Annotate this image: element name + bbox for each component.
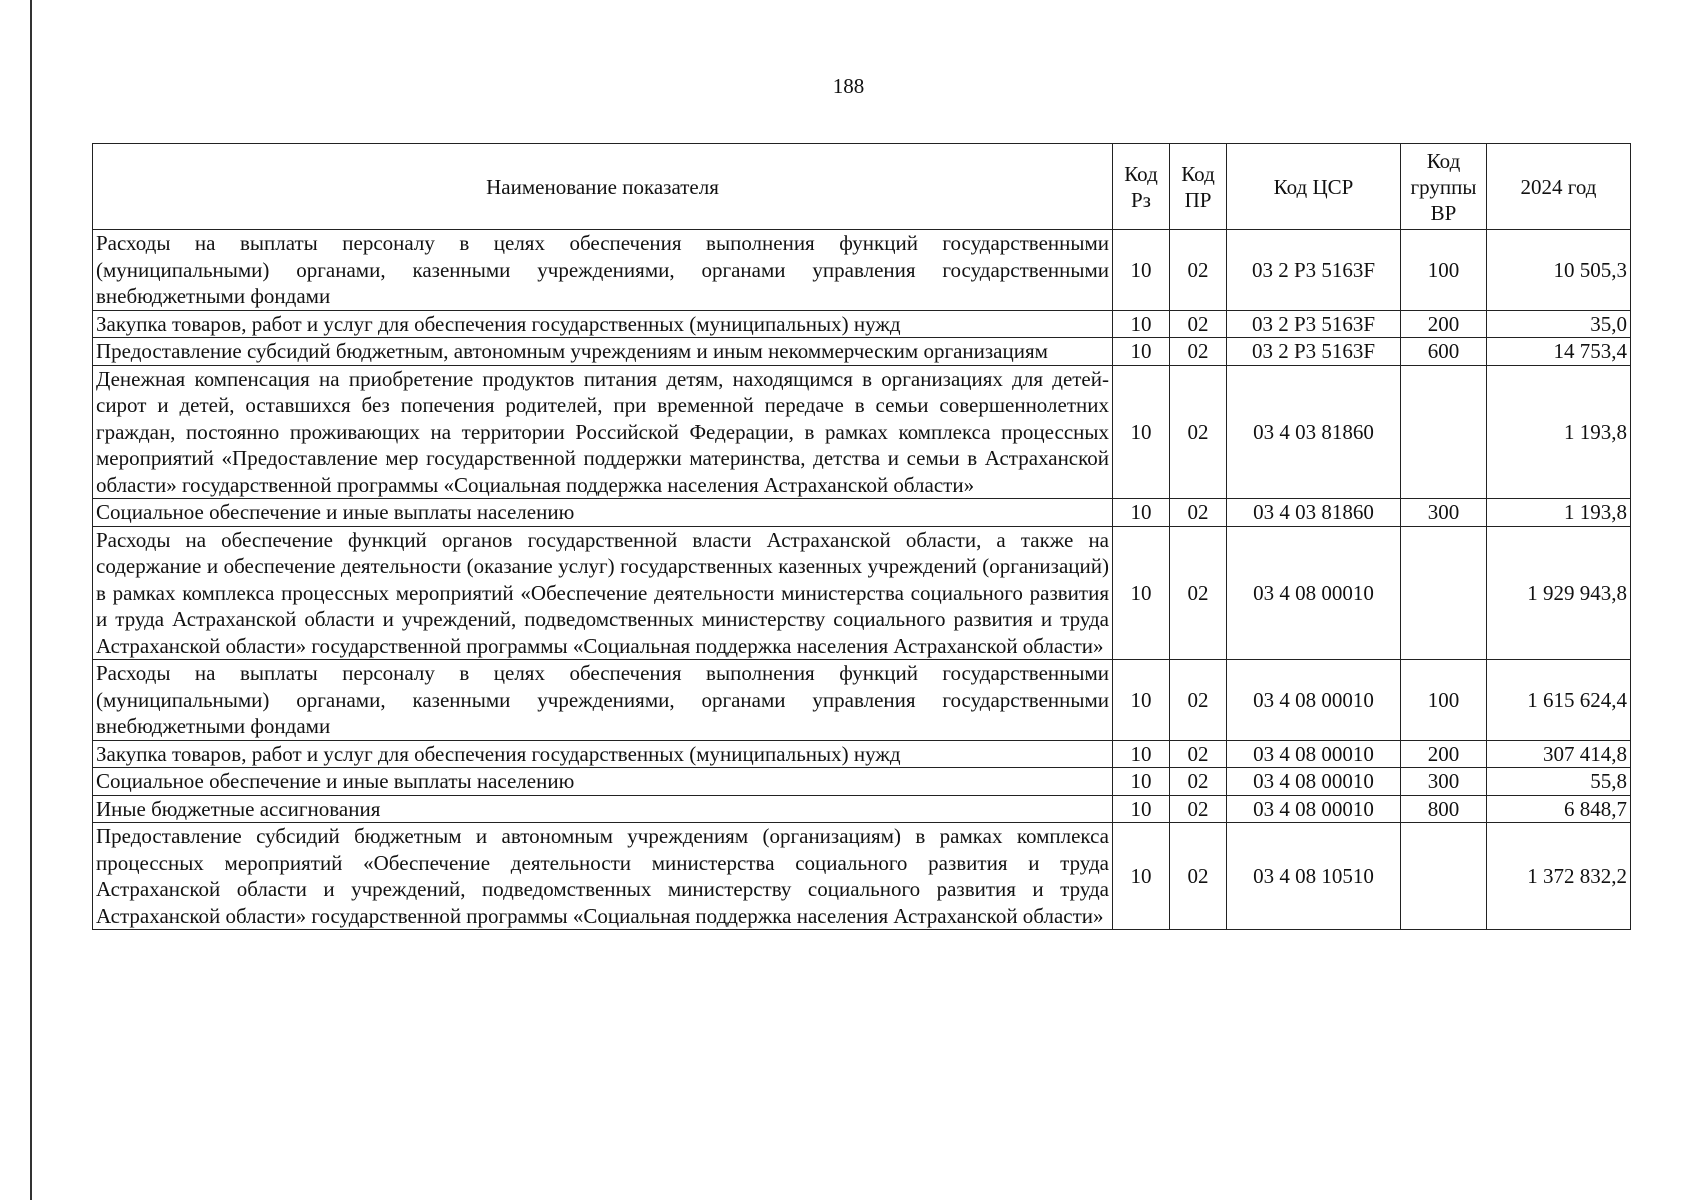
row-csr: 03 4 08 00010 <box>1227 526 1401 660</box>
row-pr: 02 <box>1170 823 1227 930</box>
row-csr: 03 4 08 00010 <box>1227 740 1401 768</box>
row-rz: 10 <box>1113 740 1170 768</box>
row-value: 307 414,8 <box>1487 740 1631 768</box>
row-pr: 02 <box>1170 795 1227 823</box>
row-name: Предоставление субсидий бюджетным, автономным учреждениям и иным некоммерческим организациям <box>93 338 1113 366</box>
row-vr: 300 <box>1401 768 1487 796</box>
row-name: Социальное обеспечение и иные выплаты населению <box>93 768 1113 796</box>
table-row <box>93 338 1631 366</box>
row-csr: 03 4 08 10510 <box>1227 823 1401 930</box>
table-row <box>93 365 1631 499</box>
row-vr: 300 <box>1401 499 1487 527</box>
row-value: 35,0 <box>1487 310 1631 338</box>
row-rz: 10 <box>1113 338 1170 366</box>
row-rz: 10 <box>1113 526 1170 660</box>
row-vr: 100 <box>1401 230 1487 311</box>
row-pr: 02 <box>1170 310 1227 338</box>
row-vr: 100 <box>1401 660 1487 741</box>
row-name: Закупка товаров, работ и услуг для обеспечения государственных (муниципальных) нужд <box>93 310 1113 338</box>
row-value: 10 505,3 <box>1487 230 1631 311</box>
row-name: Расходы на выплаты персоналу в целях обеспечения выполнения функций государственными (муниципальными) органами, казенными учреждениями, органами управления государственными внебюджетными фондами <box>93 660 1113 741</box>
row-rz: 10 <box>1113 768 1170 796</box>
table-header-row <box>93 144 1631 230</box>
row-csr: 03 4 08 00010 <box>1227 795 1401 823</box>
budget-table <box>92 143 1631 930</box>
row-name: Денежная компенсация на приобретение продуктов питания детям, находящимся в организациях для детей-сирот и детей, оставшихся без попечения родителей, при временной передаче в семьи совершеннолетних граждан, постоянно проживающих на территории Российской Федерации, в рамках комплекса процессных мероприятий «Предоставление мер государственной поддержки материнства, детства и семьи в Астраханской области» государственной программы «Социальная поддержка населения Астраханской области» <box>93 365 1113 499</box>
row-pr: 02 <box>1170 230 1227 311</box>
row-rz: 10 <box>1113 310 1170 338</box>
row-name: Предоставление субсидий бюджетным и автономным учреждениям (организациям) в рамках комплекса процессных мероприятий «Обеспечение деятельности министерства социального развития и труда Астраханской области и учреждений, подведомственных министерству социального развития и труда Астраханской области» государственной программы «Социальная поддержка населения Астраханской области» <box>93 823 1113 930</box>
row-rz: 10 <box>1113 795 1170 823</box>
row-csr: 03 4 03 81860 <box>1227 499 1401 527</box>
row-vr: 800 <box>1401 795 1487 823</box>
row-pr: 02 <box>1170 499 1227 527</box>
row-csr: 03 2 P3 5163F <box>1227 338 1401 366</box>
row-value: 1 193,8 <box>1487 499 1631 527</box>
row-value: 1 193,8 <box>1487 365 1631 499</box>
table-row <box>93 768 1631 796</box>
row-csr: 03 4 08 00010 <box>1227 768 1401 796</box>
header-year: 2024 год <box>1487 144 1631 230</box>
row-rz: 10 <box>1113 365 1170 499</box>
row-csr: 03 4 08 00010 <box>1227 660 1401 741</box>
header-csr: Код ЦСР <box>1227 144 1401 230</box>
row-rz: 10 <box>1113 499 1170 527</box>
table-body <box>93 230 1631 930</box>
row-name: Закупка товаров, работ и услуг для обеспечения государственных (муниципальных) нужд <box>93 740 1113 768</box>
row-pr: 02 <box>1170 660 1227 741</box>
row-name: Расходы на обеспечение функций органов государственной власти Астраханской области, а также на содержание и обеспечение деятельности (оказание услуг) государственных казенных учреждений (организаций) в рамках комплекса процессных мероприятий «Обеспечение деятельности министерства социального развития и труда Астраханской области и учреждений, подведомственных министерству социального развития и труда Астраханской области» государственной программы «Социальная поддержка населения Астраханской области» <box>93 526 1113 660</box>
row-value: 14 753,4 <box>1487 338 1631 366</box>
row-name: Иные бюджетные ассигнования <box>93 795 1113 823</box>
table-row <box>93 310 1631 338</box>
table-row <box>93 499 1631 527</box>
table-row <box>93 526 1631 660</box>
row-vr: 600 <box>1401 338 1487 366</box>
header-rz: Код Рз <box>1113 144 1170 230</box>
table-row <box>93 230 1631 311</box>
page-binding-line <box>30 0 32 1200</box>
row-csr: 03 4 03 81860 <box>1227 365 1401 499</box>
row-rz: 10 <box>1113 823 1170 930</box>
row-pr: 02 <box>1170 526 1227 660</box>
row-pr: 02 <box>1170 768 1227 796</box>
table-row <box>93 795 1631 823</box>
row-csr: 03 2 P3 5163F <box>1227 310 1401 338</box>
row-name: Расходы на выплаты персоналу в целях обеспечения выполнения функций государственными (муниципальными) органами, казенными учреждениями, органами управления государственными внебюджетными фондами <box>93 230 1113 311</box>
row-vr <box>1401 365 1487 499</box>
row-value: 1 372 832,2 <box>1487 823 1631 930</box>
row-vr: 200 <box>1401 740 1487 768</box>
row-vr <box>1401 823 1487 930</box>
row-csr: 03 2 P3 5163F <box>1227 230 1401 311</box>
table-row <box>93 660 1631 741</box>
table-row <box>93 740 1631 768</box>
header-vr: Код группы ВР <box>1401 144 1487 230</box>
row-rz: 10 <box>1113 230 1170 311</box>
row-vr <box>1401 526 1487 660</box>
page-number: 188 <box>832 74 865 98</box>
header-name: Наименование показателя <box>93 144 1113 230</box>
row-name: Социальное обеспечение и иные выплаты населению <box>93 499 1113 527</box>
header-pr: Код ПР <box>1170 144 1227 230</box>
row-value: 55,8 <box>1487 768 1631 796</box>
row-rz: 10 <box>1113 660 1170 741</box>
row-pr: 02 <box>1170 338 1227 366</box>
row-value: 1 615 624,4 <box>1487 660 1631 741</box>
row-value: 1 929 943,8 <box>1487 526 1631 660</box>
row-vr: 200 <box>1401 310 1487 338</box>
row-pr: 02 <box>1170 365 1227 499</box>
row-pr: 02 <box>1170 740 1227 768</box>
table-row <box>93 823 1631 930</box>
row-value: 6 848,7 <box>1487 795 1631 823</box>
